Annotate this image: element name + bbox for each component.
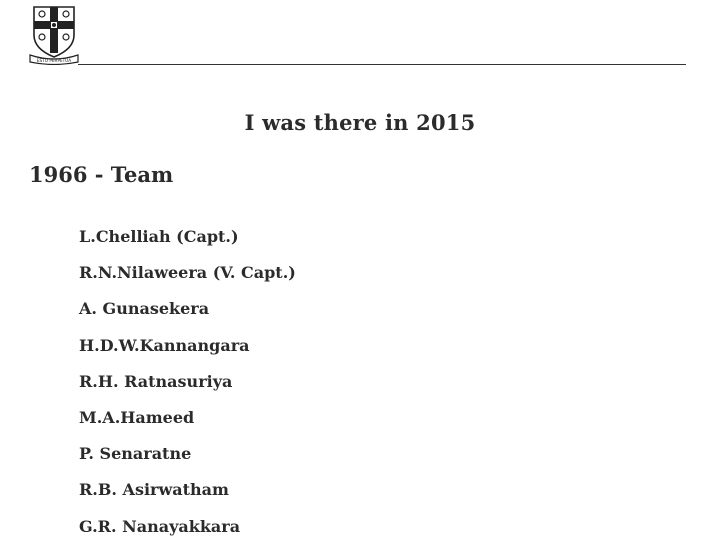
list-item: R.N.Nilaweera (V. Capt.) xyxy=(79,263,296,283)
header-divider xyxy=(78,64,686,65)
team-title: 1966 - Team xyxy=(29,162,174,187)
list-item: H.D.W.Kannangara xyxy=(79,335,250,355)
list-item: A. Gunasekera xyxy=(79,299,210,319)
page-heading: I was there in 2015 xyxy=(244,110,476,135)
list-item: M.A.Hameed xyxy=(79,407,195,427)
player-list xyxy=(79,225,296,551)
list-item: R.H. Ratnasuriya xyxy=(79,371,233,391)
crest-shield-icon xyxy=(29,5,79,65)
list-item: G.R. Nanayakkara xyxy=(79,516,241,536)
school-crest-icon xyxy=(29,5,79,65)
list-item: P. Senaratne xyxy=(79,444,192,464)
list-item: L.Chelliah (Capt.) xyxy=(79,227,239,246)
crest-motto: ESTO PERPETUA xyxy=(36,58,72,63)
list-item: R.B. Asirwatham xyxy=(79,480,229,500)
